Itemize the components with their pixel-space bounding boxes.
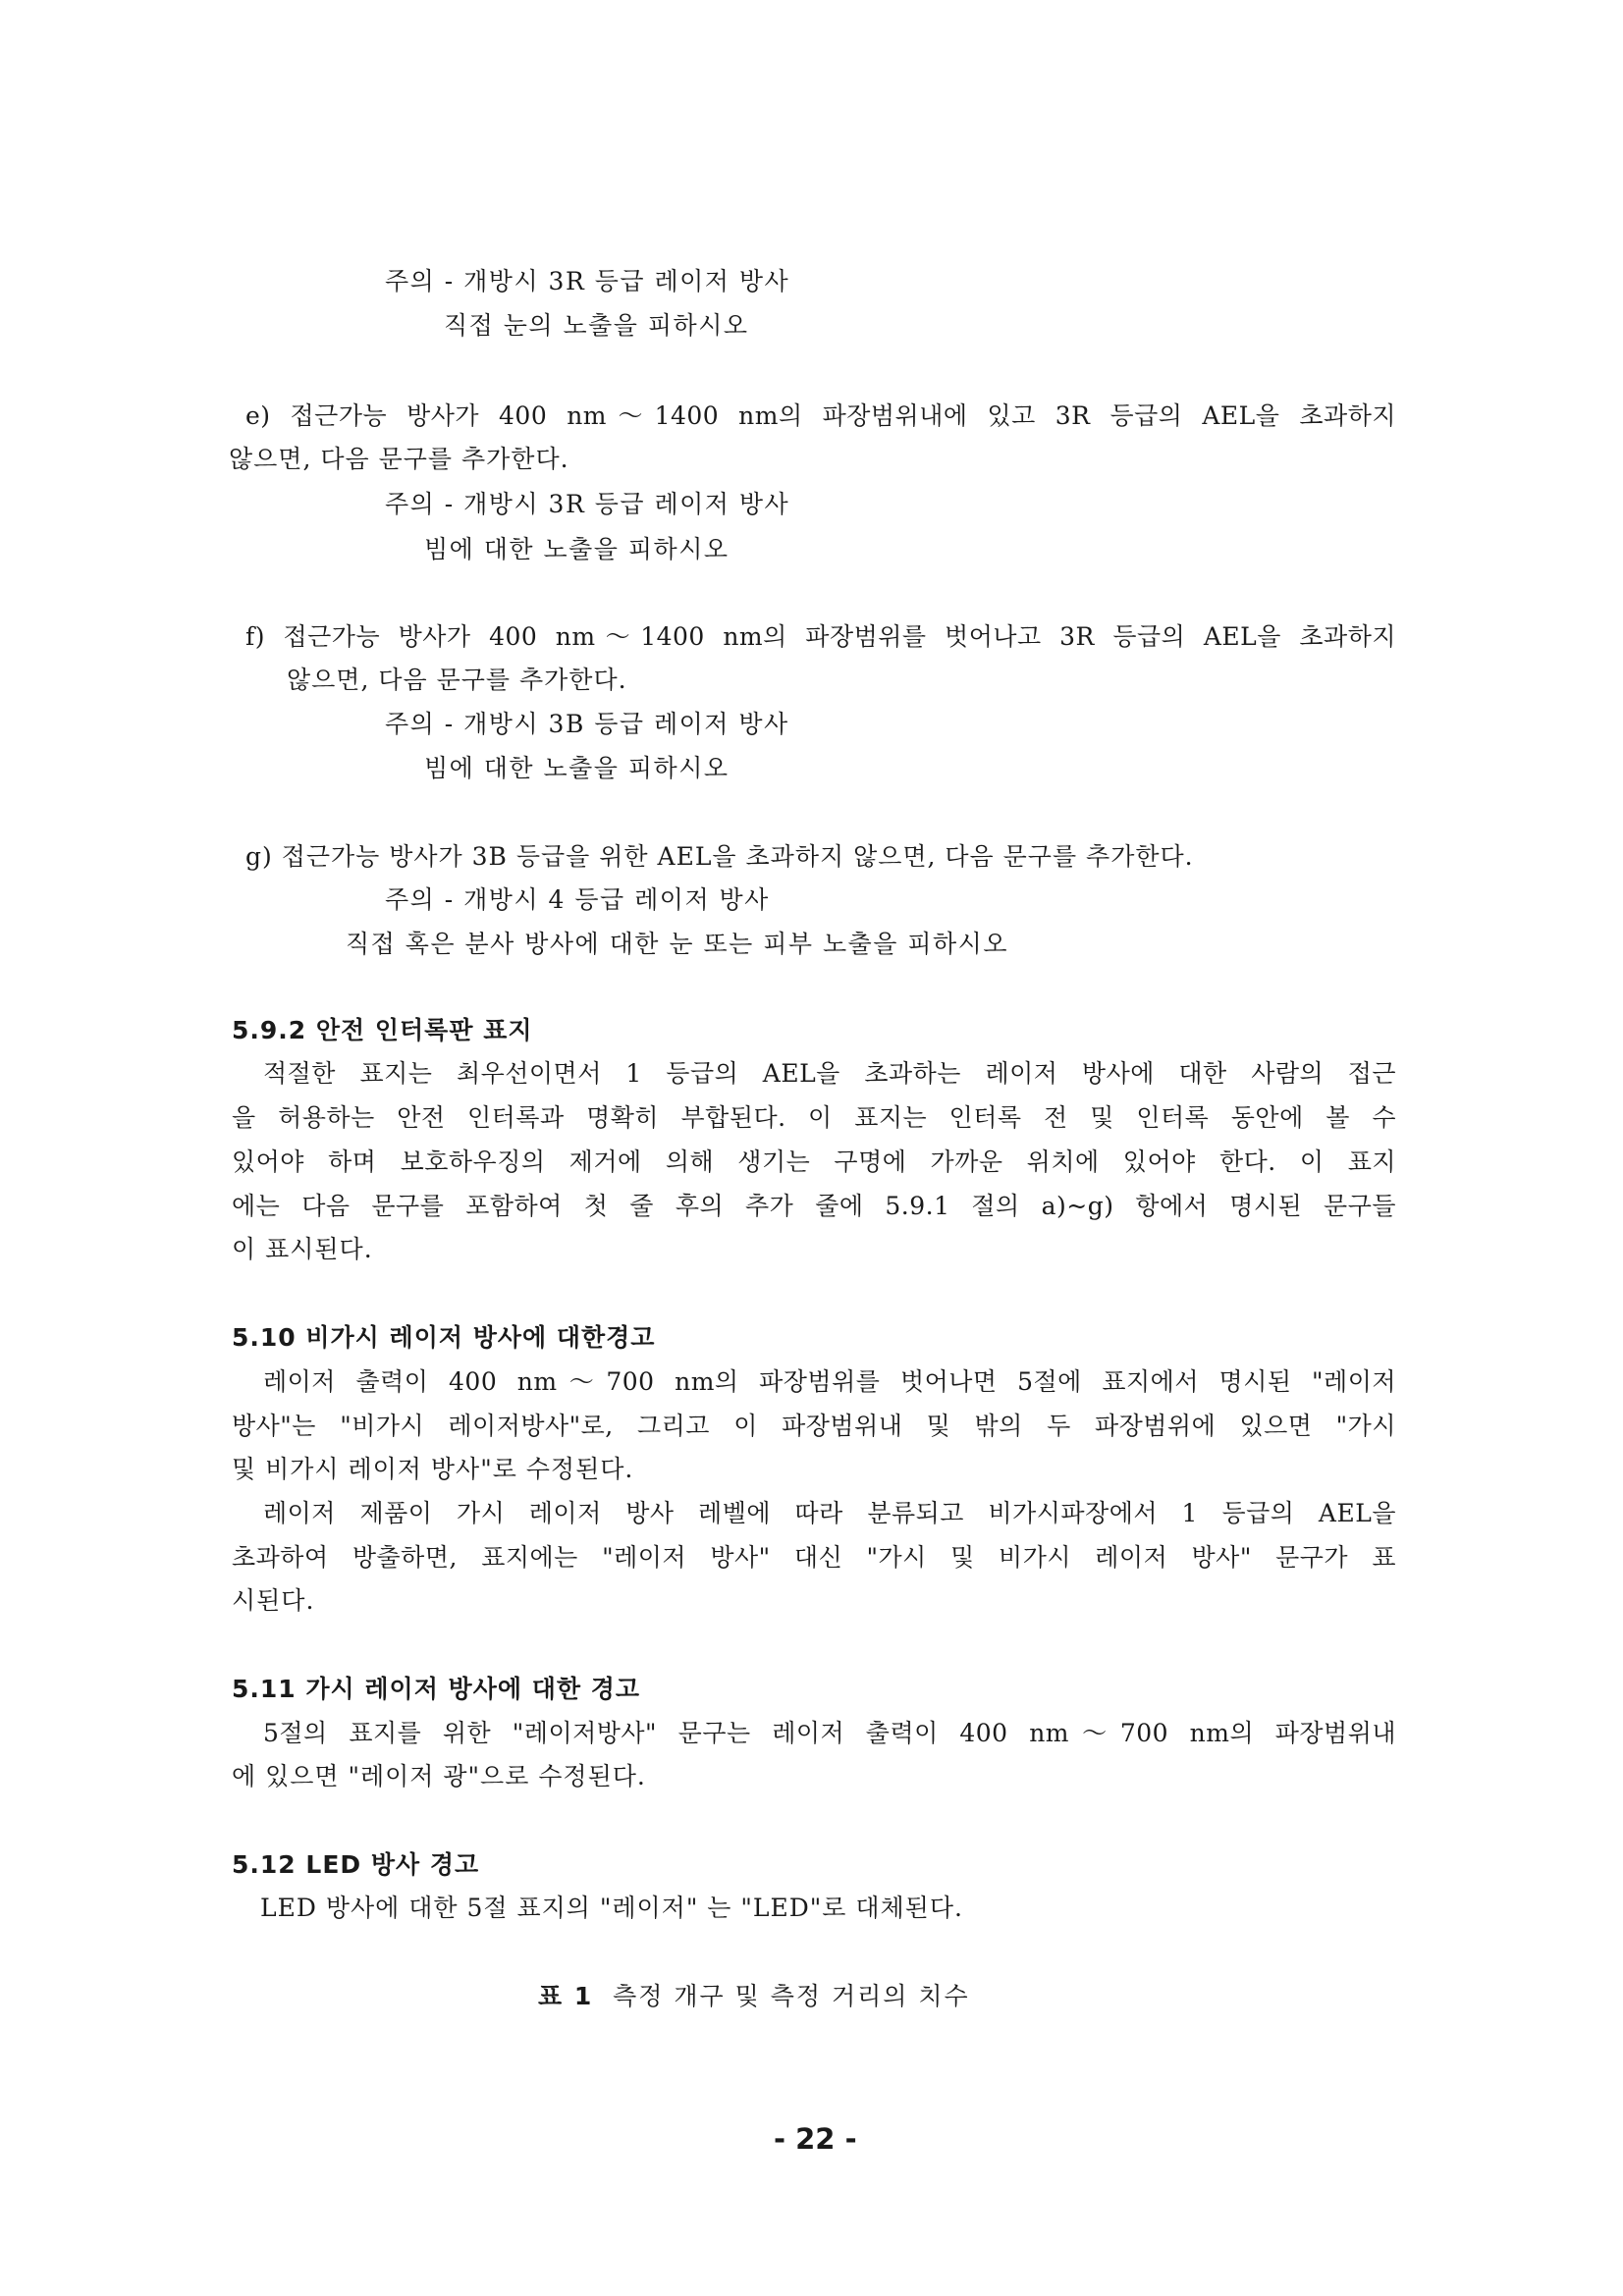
- caution-line: 주의 - 개방시 3B 등급 레이저 방사: [385, 710, 789, 738]
- caution-line: 주의 - 개방시 4 등급 레이저 방사: [385, 885, 770, 914]
- paragraph-line: 이 표시된다.: [232, 1235, 373, 1263]
- caution-line: 주의 - 개방시 3R 등급 레이저 방사: [385, 490, 790, 518]
- item-g-text: g) 접근가능 방사가 3B 등급을 위한 AEL을 초과하지 않으면, 다음 문구를 추가한다.: [245, 842, 1194, 871]
- paragraph-line: 레이저 출력이 400 nm～700 nm의 파장범위를 벗어나면 5절에 표지에서 명시된 "레이저: [263, 1367, 1396, 1396]
- paragraph-line: 에 있으면 "레이저 광"으로 수정된다.: [232, 1762, 646, 1790]
- caution-line: 주의 - 개방시 3R 등급 레이저 방사: [385, 267, 790, 295]
- paragraph-line: 및 비가시 레이저 방사"로 수정된다.: [232, 1455, 634, 1483]
- paragraph-line: 있어야 하며 보호하우징의 제거에 의해 생기는 구명에 가까운 위치에 있어야 한다. 이 표지: [232, 1148, 1396, 1176]
- item-e-text: e) 접근가능 방사가 400 nm～1400 nm의 파장범위내에 있고 3R 등급의 AEL을 초과하지: [245, 401, 1396, 430]
- paragraph-line: 방사"는 "비가시 레이저방사"로, 그리고 이 파장범위내 및 밖의 두 파장범위에 있으면 "가시: [232, 1412, 1396, 1440]
- section-heading: 5.12 LED 방사 경고: [232, 1850, 480, 1879]
- item-e-text: 않으면, 다음 문구를 추가한다.: [229, 445, 569, 473]
- paragraph-line: 시된다.: [232, 1586, 315, 1615]
- paragraph-line: 을 허용하는 안전 인터록과 명확히 부합된다. 이 표지는 인터록 전 및 인터록 동안에 볼 수: [232, 1103, 1396, 1132]
- table-caption-label: 표 1: [538, 1982, 594, 2010]
- caution-line: 빔에 대한 노출을 피하시오: [424, 754, 730, 782]
- section-heading: 5.11 가시 레이저 방사에 대한 경고: [232, 1675, 641, 1703]
- page-number: - 22 -: [774, 2122, 857, 2156]
- paragraph-line: 초과하여 방출하면, 표지에는 "레이저 방사" 대신 "가시 및 비가시 레이저 방사" 문구가 표: [232, 1543, 1396, 1572]
- section-heading: 5.10 비가시 레이저 방사에 대한경고: [232, 1323, 656, 1352]
- section-heading: 5.9.2 안전 인터록판 표지: [232, 1016, 533, 1044]
- paragraph-line: LED 방사에 대한 5절 표지의 "레이저" 는 "LED"로 대체된다.: [260, 1894, 963, 1922]
- paragraph-line: 적절한 표지는 최우선이면서 1 등급의 AEL을 초과하는 레이저 방사에 대한 사람의 접근: [263, 1059, 1396, 1088]
- item-f-text: 않으면, 다음 문구를 추가한다.: [287, 666, 627, 694]
- paragraph-line: 에는 다음 문구를 포함하여 첫 줄 후의 추가 줄에 5.9.1 절의 a)~g) 항에서 명시된 문구들: [232, 1192, 1396, 1220]
- item-f-text: f) 접근가능 방사가 400 nm～1400 nm의 파장범위를 벗어나고 3R 등급의 AEL을 초과하지: [245, 622, 1396, 651]
- caution-line: 빔에 대한 노출을 피하시오: [424, 535, 730, 563]
- table-caption-text: 측정 개구 및 측정 거리의 치수: [613, 1982, 970, 2010]
- paragraph-line: 5절의 표지를 위한 "레이저방사" 문구는 레이저 출력이 400 nm～700 nm의 파장범위내: [263, 1719, 1396, 1747]
- caution-line: 직접 혹은 분사 방사에 대한 눈 또는 피부 노출을 피하시오: [346, 930, 1008, 958]
- caution-line: 직접 눈의 노출을 피하시오: [444, 311, 749, 340]
- paragraph-line: 레이저 제품이 가시 레이저 방사 레벨에 따라 분류되고 비가시파장에서 1 등급의 AEL을: [263, 1499, 1396, 1527]
- table-caption: [538, 1982, 970, 2011]
